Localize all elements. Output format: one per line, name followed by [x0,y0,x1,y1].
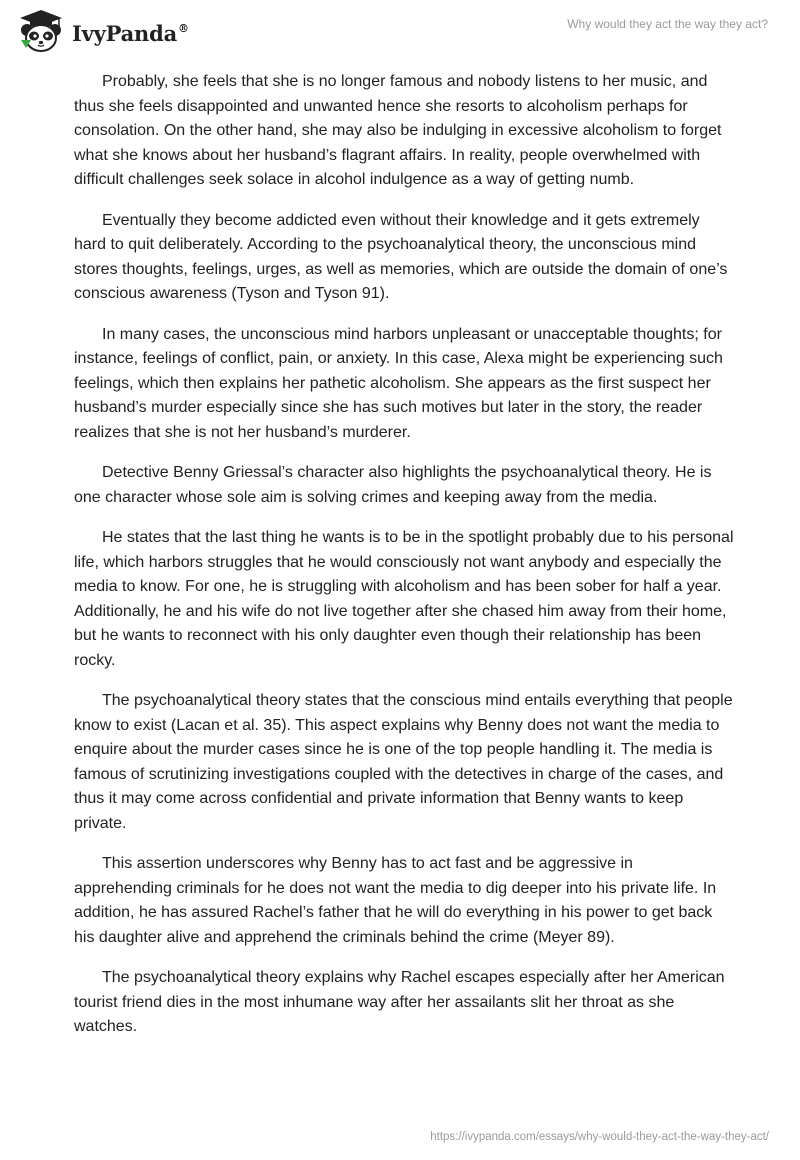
paragraph: This assertion underscores why Benny has to act fast and be aggressive in apprehending criminals for he does not want the media to dig deeper into his private life. In addition, he has assured Rachel’s father that he will do everything in his power to get back his daughter alive and apprehend the criminals behind the crime (Meyer 89). [74,855,717,946]
paragraph: In many cases, the unconscious mind harbors unpleasant or unacceptable thoughts; for instance, feelings of conflict, pain, or anxiety. In this case, Alexa might be experiencing such feelings, which then explains her pathetic alcoholism. She appears as the first suspect her husband’s murder especially since she has such motives but later in the story, the reader realizes that she is not her husband’s murderer. [74,325,723,441]
ivypanda-logo[interactable] [16,8,189,54]
document-title: Why would they act the way they act? [567,17,768,31]
page-header [0,0,800,60]
footer-url[interactable]: https://ivypanda.com/essays/why-would-they-act-the-way-they-act/ [430,1131,769,1143]
brand-name: IvyPanda® [72,20,189,46]
paragraph: Probably, she feels that she is no longer famous and nobody listens to her music, and thus she feels disappointed and unwanted hence she resorts to alcoholism perhaps for consolation. On the other hand, she may also be indulging in excessive alcoholism to forget what she knows about her husband’s flagrant affairs. In reality, people overwhelmed with difficult challenges seek solace in alcohol indulgence as a way of getting numb. [74,73,722,188]
paragraph: Detective Benny Griessal’s character also highlights the psychoanalytical theory. He is one character whose sole aim is solving crimes and keeping away from the media. [74,464,712,506]
panda-graduate-icon [16,8,66,54]
paragraph: He states that the last thing he wants is to be in the spotlight probably due to his personal life, which harbors struggles that he would consciously not want anybody and especially the media to know. For one, he is struggling with alcoholism and has been sober for half a year. Additionally, he and his wife do not live together after she chased him away from their home, but he wants to reconnect with his only daughter even though their relationship has been rocky. [74,529,734,669]
paragraph: The psychoanalytical theory states that the conscious mind entails everything that people know to exist (Lacan et al. 35). This aspect explains why Benny does not want the media to enquire about the murder cases since he is one of the top people handling it. The media is famous of scrutinizing investigations coupled with the detectives in charge of the cases, and thus it may come across confidential and private information that Benny wants to keep private. [74,692,733,832]
paragraph: The psychoanalytical theory explains why Rachel escapes especially after her American tourist friend dies in the most inhumane way after her assailants slit her throat as she watches. [74,969,725,1035]
registered-mark: ® [178,21,189,35]
paragraph: Eventually they become addicted even without their knowledge and it gets extremely hard to quit deliberately. According to the psychoanalytical theory, the unconscious mind stores thoughts, feelings, urges, as well as memories, which are outside the domain of one’s conscious awareness (Tyson and Tyson 91). [74,211,728,302]
essay-body [74,70,734,1056]
